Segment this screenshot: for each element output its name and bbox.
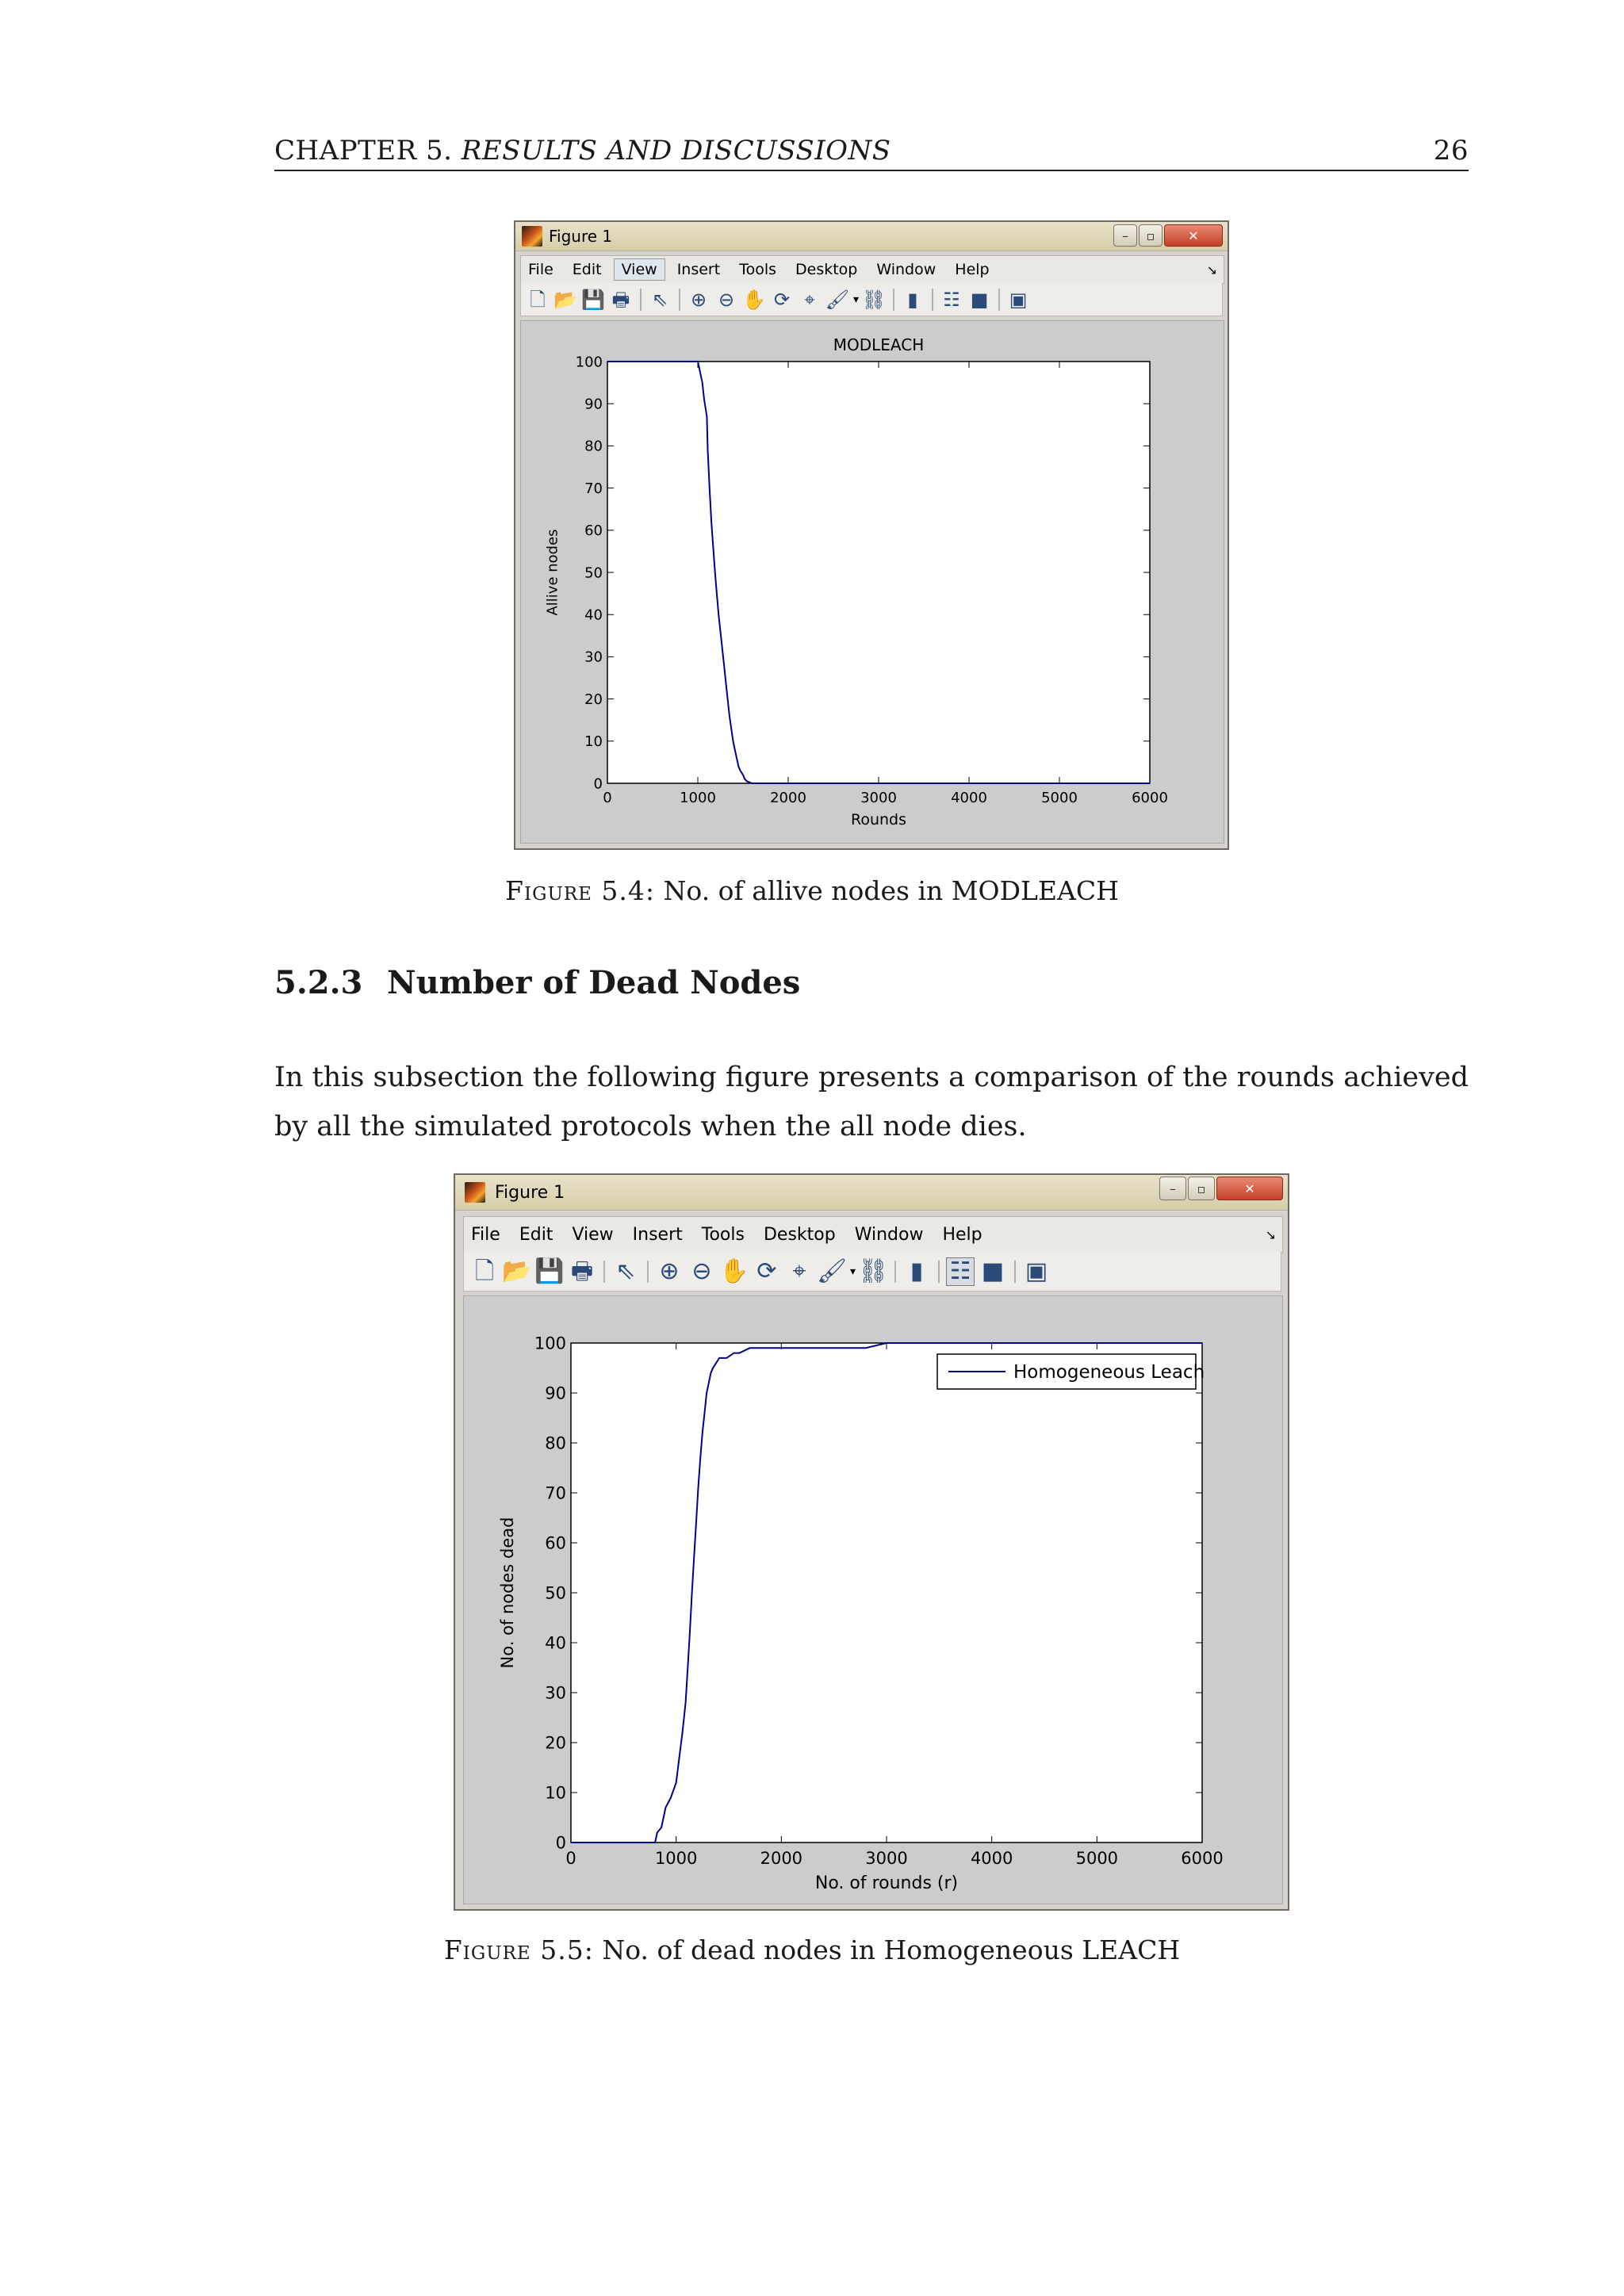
brush-dropdown-icon[interactable]: ▾ (850, 1265, 856, 1278)
pan-hand-icon[interactable]: ✋ (742, 288, 766, 311)
running-header (274, 133, 1469, 171)
x-tick-label: 4000 (951, 790, 987, 806)
caption-text: No. of dead nodes in Homogeneous LEACH (602, 1934, 1181, 1965)
window-title: Figure 1 (549, 227, 613, 246)
x-tick-label: 3000 (865, 1849, 908, 1868)
maximize-button[interactable]: ▫ (1188, 1177, 1215, 1200)
y-tick-label: 70 (545, 1483, 566, 1503)
zoom-in-icon[interactable]: ⊕ (659, 1257, 680, 1285)
menu-insert[interactable]: Insert (632, 1224, 683, 1245)
x-tick-label: 3000 (860, 790, 897, 806)
hide-plot-tools-icon[interactable]: ■ (981, 1257, 1005, 1285)
matlab-figure-window-1 (514, 220, 1229, 850)
menu-view[interactable]: View (614, 258, 665, 281)
close-button[interactable]: ✕ (1164, 224, 1223, 247)
y-tick-label: 50 (545, 1583, 566, 1603)
y-tick-label: 10 (545, 1783, 566, 1803)
x-tick-label: 5000 (1041, 790, 1078, 806)
hide-plot-tools-icon[interactable]: ■ (970, 288, 989, 311)
minimize-button[interactable]: – (1159, 1177, 1186, 1200)
menu-edit[interactable]: Edit (572, 261, 602, 278)
print-icon[interactable]: 🖶 (611, 288, 630, 311)
x-tick-label: 4000 (970, 1849, 1013, 1868)
body-paragraph: In this subsection the following figure presents a comparison of the rounds achieved by all the simulated protocols when the all node dies. (274, 1062, 1469, 1142)
menu-desktop[interactable]: Desktop (763, 1224, 836, 1245)
brush-icon[interactable]: 🖌 (825, 288, 850, 311)
caption-text: No. of allive nodes in MODLEACH (663, 875, 1119, 906)
y-tick-label: 0 (593, 775, 603, 793)
page-number: 26 (1433, 135, 1469, 166)
y-tick-label: 80 (545, 1433, 566, 1453)
menu-help[interactable]: Help (955, 261, 990, 278)
dead-nodes-chart (455, 1175, 1288, 1909)
menu-window[interactable]: Window (876, 261, 936, 278)
colorbar-icon[interactable]: ▮ (907, 288, 918, 311)
menu-help[interactable]: Help (942, 1224, 982, 1245)
open-file-icon[interactable]: 📂 (553, 288, 577, 311)
plot-area (607, 362, 1150, 783)
x-axis-label: No. of rounds (r) (814, 1873, 959, 1893)
y-tick-label: 90 (584, 396, 603, 413)
y-tick-label: 60 (545, 1533, 566, 1553)
menu-file[interactable]: File (528, 261, 553, 278)
maximize-button[interactable]: ▫ (1139, 224, 1162, 247)
section-title: Number of Dead Nodes (387, 964, 801, 1001)
new-figure-icon[interactable]: 🗋 (474, 1257, 495, 1285)
zoom-out-icon[interactable]: ⊖ (691, 1257, 712, 1285)
menu-tools[interactable]: Tools (739, 261, 776, 278)
y-tick-label: 40 (545, 1633, 566, 1653)
x-axis-label: Rounds (850, 811, 907, 828)
legend-label: Homogeneous Leach (1013, 1361, 1205, 1383)
figure-label: Figure 5.5: (443, 1934, 594, 1965)
edit-plot-arrow-icon[interactable]: ⇖ (651, 288, 668, 311)
y-tick-label: 30 (584, 649, 603, 666)
y-tick-label: 10 (584, 733, 603, 751)
x-tick-label: 6000 (1181, 1849, 1224, 1868)
close-button[interactable]: ✕ (1216, 1177, 1283, 1200)
x-tick-label: 0 (565, 1849, 576, 1868)
y-tick-label: 70 (584, 480, 603, 497)
alive-nodes-chart (515, 222, 1228, 848)
x-tick-label: 2000 (770, 790, 806, 806)
menu-insert[interactable]: Insert (676, 261, 721, 278)
zoom-out-icon[interactable]: ⊖ (718, 288, 735, 311)
y-tick-label: 80 (584, 438, 603, 455)
y-tick-label: 90 (545, 1383, 566, 1403)
dock-arrow-icon[interactable]: ↘ (1206, 262, 1217, 277)
plot-area (571, 1343, 1202, 1843)
pan-hand-icon[interactable]: ✋ (719, 1257, 749, 1285)
print-icon[interactable]: 🖶 (570, 1257, 594, 1285)
y-axis-label: Allive nodes (544, 529, 561, 616)
y-tick-label: 30 (545, 1683, 566, 1703)
brush-dropdown-icon[interactable]: ▾ (853, 293, 860, 306)
link-plot-icon[interactable]: ⛓ (861, 288, 887, 311)
y-tick-label: 20 (545, 1733, 566, 1753)
x-tick-label: 5000 (1075, 1849, 1119, 1868)
legend-icon[interactable]: ☷ (946, 1257, 975, 1286)
rotate-3d-icon[interactable]: ⟳ (756, 1257, 777, 1285)
dock-arrow-icon[interactable]: ↘ (1265, 1226, 1276, 1242)
zoom-in-icon[interactable]: ⊕ (690, 288, 707, 311)
matlab-figure-window-2 (454, 1173, 1289, 1911)
window-title: Figure 1 (495, 1183, 565, 1203)
y-tick-label: 100 (575, 354, 603, 371)
x-tick-label: 1000 (680, 790, 716, 806)
data-cursor-icon[interactable]: ⌖ (804, 288, 815, 311)
figure-caption-1 (0, 874, 1624, 909)
section-number: 5.2.3 (274, 964, 363, 1001)
new-figure-icon[interactable]: 🗋 (530, 288, 546, 311)
menu-desktop[interactable]: Desktop (795, 261, 858, 278)
figure-label: Figure 5.4: (505, 875, 656, 906)
show-plot-tools-icon[interactable]: ▣ (1009, 288, 1028, 311)
y-tick-label: 100 (534, 1334, 566, 1353)
brush-icon[interactable]: 🖌 (816, 1257, 848, 1285)
open-file-icon[interactable]: 📂 (502, 1257, 532, 1285)
y-tick-label: 0 (555, 1833, 566, 1853)
menu-tools[interactable]: Tools (701, 1224, 745, 1245)
legend-icon[interactable]: ☷ (943, 288, 960, 311)
colorbar-icon[interactable]: ▮ (910, 1257, 924, 1285)
x-tick-label: 2000 (760, 1849, 803, 1868)
chart-title: MODLEACH (833, 335, 925, 354)
chapter-label: CHAPTER 5. (274, 135, 453, 166)
menu-view[interactable]: View (572, 1224, 614, 1245)
menu-file[interactable]: File (471, 1224, 500, 1245)
save-icon[interactable]: 💾 (534, 1257, 565, 1285)
y-tick-label: 50 (584, 564, 603, 582)
link-plot-icon[interactable]: ⛓ (857, 1257, 889, 1285)
y-tick-label: 20 (584, 691, 603, 708)
edit-plot-arrow-icon[interactable]: ⇖ (615, 1257, 636, 1285)
x-tick-label: 1000 (654, 1849, 698, 1868)
chapter-title: RESULTS AND DISCUSSIONS (461, 135, 891, 166)
y-axis-label: No. of nodes dead (497, 1517, 517, 1669)
figure-caption-2 (0, 1933, 1624, 1968)
section-heading (274, 961, 800, 1005)
x-tick-label: 0 (603, 790, 612, 806)
data-cursor-icon[interactable]: ⌖ (792, 1257, 806, 1285)
menu-window[interactable]: Window (854, 1224, 924, 1245)
menu-edit[interactable]: Edit (519, 1224, 553, 1245)
minimize-button[interactable]: – (1113, 224, 1137, 247)
save-icon[interactable]: 💾 (581, 288, 605, 311)
x-tick-label: 6000 (1132, 790, 1168, 806)
show-plot-tools-icon[interactable]: ▣ (1025, 1257, 1048, 1285)
rotate-3d-icon[interactable]: ⟳ (773, 288, 791, 311)
y-tick-label: 60 (584, 522, 603, 540)
y-tick-label: 40 (584, 607, 603, 624)
